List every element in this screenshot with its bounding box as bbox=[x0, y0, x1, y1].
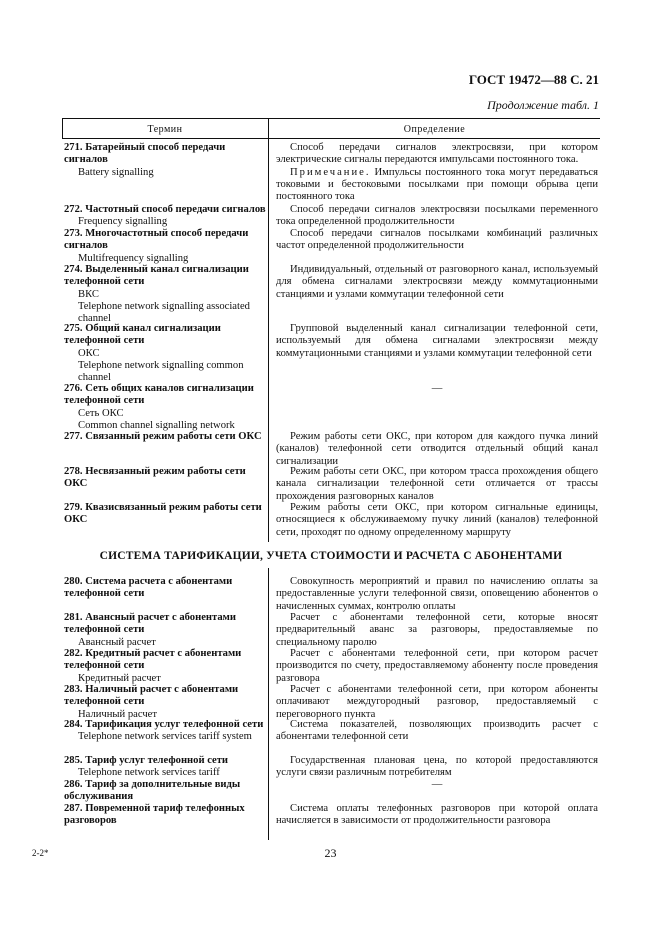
term-283: 283. Наличный расчет с абонентами телефонной сети Наличный расчет bbox=[64, 684, 239, 720]
note-label: Примечание. bbox=[290, 166, 371, 178]
definition-284: Система показателей, позволяющих производить расчет с абонентами телефонной сети bbox=[276, 719, 598, 743]
term-280: 280. Система расчета с абонентами телефонной сети bbox=[64, 576, 233, 600]
term-284: 284. Тарификация услуг телефонной сети Telephone network services tariff system bbox=[64, 719, 264, 743]
term-279: 279. Квазисвязанный режим работы сети ОКС bbox=[64, 502, 262, 526]
definition-281: Расчет с абонентами телефонной сети, которые вносят предварительный аванс за разговоры, предоставляемые по специальному паролю bbox=[276, 612, 598, 648]
term-273: 273. Многочастотный способ передачи сигналов Multifrequency signalling bbox=[64, 228, 249, 264]
column-header-definition: Определение bbox=[403, 124, 466, 135]
term-277: 277. Связанный режим работы сети ОКС bbox=[64, 431, 262, 442]
definition-276: — bbox=[431, 383, 443, 394]
definition-285: Государственная плановая цена, по которой предоставляются услуги связи различным потребителям bbox=[276, 755, 598, 779]
term-272: 272. Частотный способ передачи сигналов Frequency signalling bbox=[64, 204, 266, 228]
column-divider-header-left bbox=[62, 118, 63, 138]
section-title: СИСТЕМА ТАРИФИКАЦИИ, УЧЕТА СТОИМОСТИ И РАСЧЕТА С АБОНЕНТАМИ bbox=[99, 550, 563, 562]
term-275: 275. Общий канал сигнализации телефонной сети ОКС Telephone network signalling common channel bbox=[64, 323, 244, 384]
definition-278: Режим работы сети ОКС, при котором трасса прохождения общего канала сигнализации телефонной сети отличается от трассы прохождения разговорных каналов bbox=[276, 466, 598, 502]
column-divider-top bbox=[268, 118, 269, 542]
term-282: 282. Кредитный расчет с абонентами телефонной сети Кредитный расчет bbox=[64, 648, 242, 684]
term-287: 287. Повременной тариф телефонных разговоров bbox=[64, 803, 245, 827]
definition-287: Система оплаты телефонных разговоров при которой оплата начисляется в зависимости от продолжительности разговора bbox=[276, 803, 598, 827]
column-divider-bottom bbox=[268, 568, 269, 840]
term-271: 271. Батарейный способ передачи сигналов Battery signalling bbox=[64, 142, 226, 178]
definition-275: Групповой выделенный канал сигнализации телефонной сети, используемый для обмена сигналами электросвязи между коммутационными станциями и узлами коммутации телефонной сети bbox=[276, 323, 598, 359]
term-278: 278. Несвязанный режим работы сети ОКС bbox=[64, 466, 246, 490]
term-285: 285. Тариф услуг телефонной сети Telephone network services tariff bbox=[64, 755, 229, 779]
definition-286: — bbox=[431, 779, 443, 790]
definition-279: Режим работы сети ОКС, при котором сигнальные единицы, относящиеся к обслуживаемому пучку линий (каналов) телефонной сети, проходят по одному определенному маршруту bbox=[276, 502, 598, 538]
table-header-rule bbox=[62, 138, 600, 139]
definition-283: Расчет с абонентами телефонной сети, при котором абоненты оплачивают междугородный разговор, предоставляемый с переговорного пункта bbox=[276, 684, 598, 720]
term-281: 281. Авансный расчет с абонентами телефонной сети Авансный расчет bbox=[64, 612, 236, 648]
definition-277: Режим работы сети ОКС, при котором для каждого пучка линий (каналов) телефонной сети отводится отдельный общий канал сигнализации bbox=[276, 431, 598, 467]
definition-274: Индивидуальный, отдельный от разговорного канал, используемый для обмена сигналами электросвязи между коммутационными станциями и узлами коммутации телефонной сети bbox=[276, 264, 598, 300]
definition-272: Способ передачи сигналов электросвязи посылками переменного тока определенной продолжительности bbox=[276, 204, 598, 228]
definition-271: Способ передачи сигналов электросвязи, при котором электрические сигналы передаются импульсами постоянного тока. Примечание. Импульсы постоянного тока могут передаваться токовыми и бестоковыми посылками при помощи обрыва цепи постоянного тока bbox=[276, 142, 598, 203]
definition-280: Совокупность мероприятий и правил по начислению оплаты за предоставленные услуги телефонной связи, оповещению абонентов о начисленных суммах, контролю оплаты bbox=[276, 576, 598, 612]
table-top-rule bbox=[62, 118, 600, 119]
page-header-standard: ГОСТ 19472—88 С. 21 bbox=[468, 72, 599, 87]
term-286: 286. Тариф за дополнительные виды обслуживания bbox=[64, 779, 241, 803]
table-continuation-label: Продолжение табл. 1 bbox=[487, 98, 599, 112]
page-number: 23 bbox=[324, 846, 337, 860]
definition-282: Расчет с абонентами телефонной сети, при котором расчет производится по счету, предоставляемому абоненту после проведения разговора bbox=[276, 648, 598, 684]
footer-signature: 2-2* bbox=[32, 848, 49, 858]
term-274: 274. Выделенный канал сигнализации телефонной сети ВКС Telephone network signalling associated channel bbox=[64, 264, 250, 325]
column-header-term: Термин bbox=[147, 124, 183, 135]
definition-273: Способ передачи сигналов посылками комбинаций различных частот определенной продолжительности bbox=[276, 228, 598, 252]
term-276: 276. Сеть общих каналов сигнализации телефонной сети Сеть ОКС Common channel signalling network bbox=[64, 383, 254, 431]
